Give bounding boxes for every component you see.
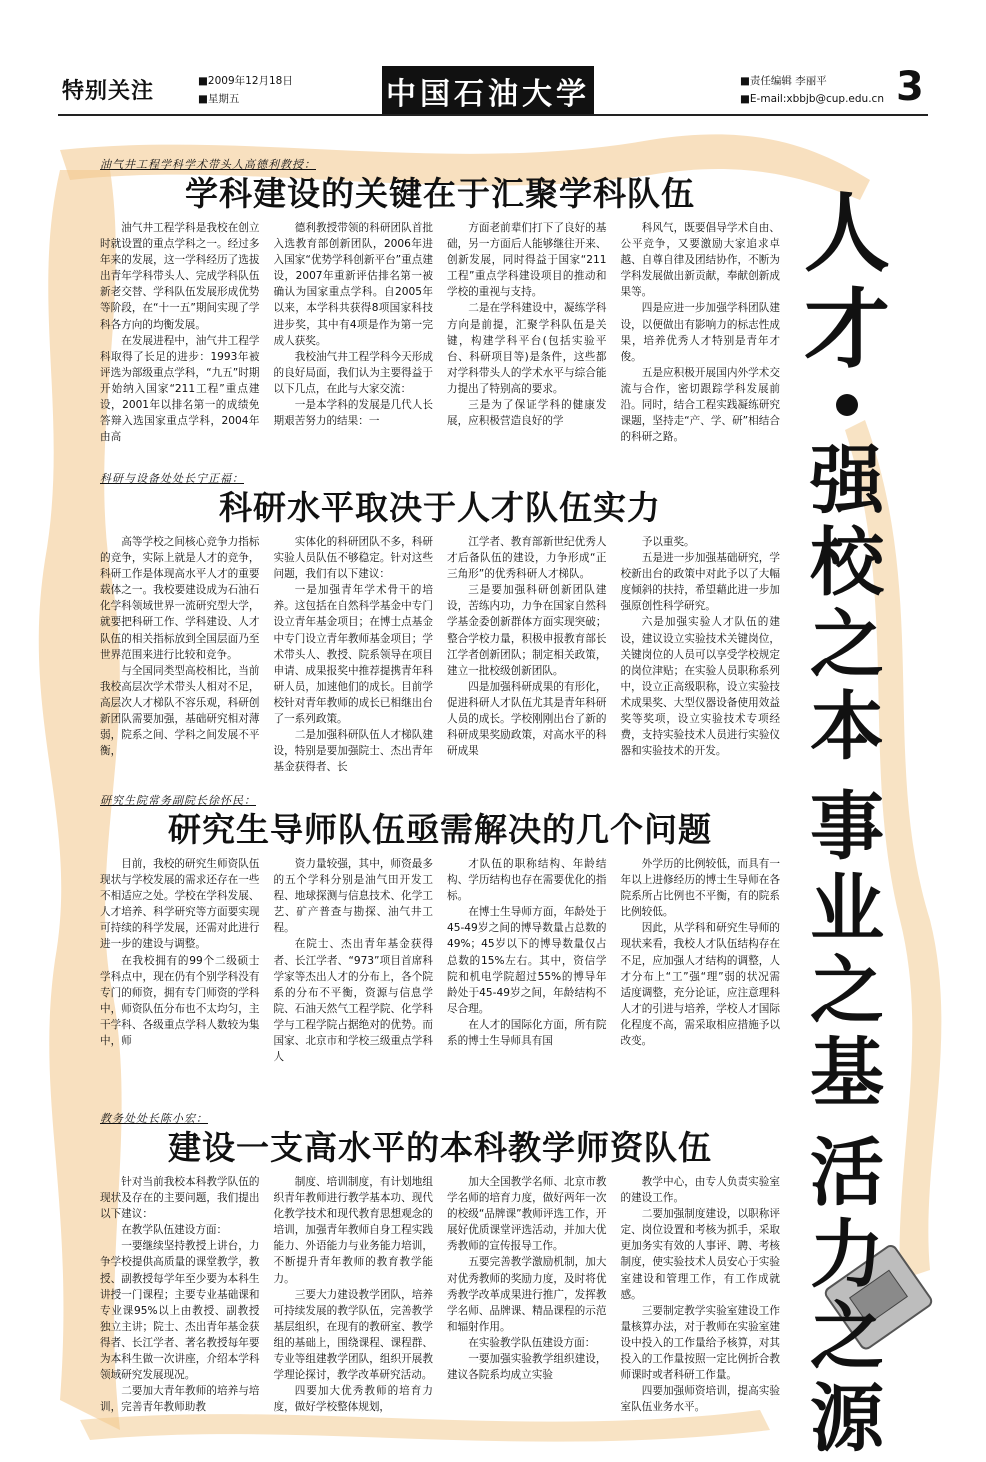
headline-char: 基 xyxy=(810,1030,884,1116)
article-kicker: 研究生院常务副院长徐怀民： xyxy=(100,794,256,807)
article-column: 资力量较强，其中，师资最多的五个学科分别是油气田开发工程、地球探测与信息技术、化学工艺、矿产普查与勘探、油气井工程。 在院士、杰出青年基金获得者、长江学者、“973”项目首席科学家等杰出人才的分布上，各个院系的分布不平衡，资源与信息学院、石油天然气工程学院、化学科学与工程学院占据绝对的优势。而国家、北京市和学校三级重点学科人 xyxy=(273,858,433,1064)
article-column: 教学中心，由专人负责实验室的建设工作。 二要加强制度建设，以职称评定、岗位设置和考核为抓手，采取更加务实有效的人事评、聘、考核制度，使实验技术人员安心于实验室建设和管理工作，有工作成就感。 三要制定教学实验室建设工作量核算办法，对于教师在实验室建设中投入的工作量给予核算，对其投入的工作量按照一定比例折合教师课时或者科研工作量。 四要加强师资培训，提高实验室队伍业务水平。 xyxy=(620,1176,780,1414)
article-column: 针对当前我校本科教学队伍的现状及存在的主要问题，我们提出以下建议： 在教学队伍建设方面： 一要继续坚持教授上讲台，力争学校提供高质量的课堂教学，教授、副教授每学年至少要为本科生讲授一门课程；主要专业基础课和专业课95%以上由教授、副教授独立主讲；院士、杰出青年基金获得者、长江学者、著名教授每年要为本科生做一次讲座，介绍本学科领域研究发展现况。 二要加大青年教师的培养与培训，完善青年教师助教 xyxy=(100,1176,260,1414)
headline-char: 才 xyxy=(804,279,890,380)
headline-colon-dot xyxy=(836,394,858,416)
section-label: 特别关注 xyxy=(62,79,155,104)
vertical-headline xyxy=(802,183,892,1462)
article-3 xyxy=(100,792,780,1100)
article-column: 目前，我校的研究生师资队伍现状与学校发展的需求还存在一些不相适应之处。学校在学科发展、人才培养、科学研究等方面要实现可持续的科学发展，还需对此进行进一步的建设与调整。 在我校拥有的99个二级硕士学科点中，现在仍有个别学科没有专门的师资，拥有专门师资的学科中，师资队伍分布也不太均匀，主干学科、各级重点学科人数较为集中，师 xyxy=(100,858,260,1048)
article-column: 加大全国教学名师、北京市教学名师的培育力度，做好两年一次的校级“品牌课”教师评选工作，开展好优质课堂评选活动，并加大优秀教师的宣传报导工作。 五要完善教学激励机制，加大对优秀教师的奖励力度，及时将优秀教学改革成果进行推广，发挥教学名师、品牌课、精品课程的示范和辐射作用。 在实验教学队伍建设方面： 一要加强实验教学组织建设，建议各院系均成立实验 xyxy=(447,1176,607,1382)
article-1 xyxy=(100,156,780,448)
article-column: 方面老前辈们打下了良好的基础，另一方面后人能够继往开来、创新发展，同时得益于国家“211工程”重点学科建设项目的推动和学校的重视与支持。 二是在学科建设中，凝练学科方向是前提，汇聚学科队伍是关键，构建学科平台(包括实验平台、科研项目等)是条件，这些都对学科带头人的学术水平与综合能力提出了特别高的要求。 三是为了保证学科的健康发展，应积极营造良好的学 xyxy=(447,222,607,428)
article-4 xyxy=(100,1110,780,1442)
headline-char: 之 xyxy=(810,602,884,688)
editor-credit: ■责任编辑 李丽平 xyxy=(740,75,827,87)
headline-char: 事 xyxy=(810,784,884,870)
article-column: 制度、培训制度，有计划地组织青年教师进行教学基本功、现代化教学技术和现代教育思想观念的培训，加强青年教师自身工程实践能力、外语能力与业务能力培训，不断提升青年教师的教育教学能力。 三要大力建设教学团队，培养可持续发展的教学队伍，完善教学基层组织，在现有的教研室、教学组的基础上，围绕课程、课程群、专业等组建教学团队，组织开展教学理论探讨，教学改革研究活动。 四要加大优秀教师的培育力度，做好学校整体规划， xyxy=(273,1176,433,1414)
editor-email: ■E-mail:xbbjb@cup.edu.cn xyxy=(740,93,884,105)
article-column: 外学历的比例较低，而具有一年以上进修经历的博士生导师在各院系所占比例也不平衡，有的院系比例较低。 因此，从学科和研究生导师的现状来看，我校人才队伍结构存在不足，应加强人才结构的调整，人才分布上“工”强“理”弱的状况需适度调整，充分论证，应注意理科人才的引进与培养，学校人才国际化程度不高，需采取相应措施予以改变。 xyxy=(620,858,780,1048)
issue-date: ■2009年12月18日 xyxy=(198,75,293,87)
article-title: 建设一支高水平的本科教学师资队伍 xyxy=(168,1128,712,1167)
article-kicker: 油气井工程学科学术带头人高德利教授： xyxy=(100,158,316,171)
headline-char: 强 xyxy=(810,438,884,524)
article-column: 实体化的科研团队不多，科研实验人员队伍不够稳定。针对这些问题，我们有以下建议： 一是加强青年学术骨干的培养。这包括在自然科学基金中专门设立青年基金项目；在博士点基金中专门设立青年教师基金项目；学术带头人、教授、院系领导在项目申请、成果报奖中推荐提携青年科研人员，加速他们的成长。目前学校针对青年教师的成长已相继出台了一系列政策。 二是加强科研队伍人才梯队建设，特别是要加强院士、杰出青年基金获得者、长 xyxy=(273,536,433,774)
page-number: 3 xyxy=(896,64,924,110)
headline-char: 人 xyxy=(804,183,890,284)
headline-char: 源 xyxy=(810,1376,884,1462)
article-column: 才队伍的职称结构、年龄结构、学历结构也存在需要优化的指标。 在博士生导师方面，年龄处于45-49岁之间的博导数量占总数的49%；45岁以下的博导数量仅占总数的15%左右。其中，资信学院和机电学院超过55%的博导年龄处于45-49岁之间，年龄结构不尽合理。 在人才的国际化方面，所有院系的博士生导师具有国 xyxy=(447,858,607,1048)
headline-char: 活 xyxy=(810,1130,884,1216)
article-title: 研究生导师队伍亟需解决的几个问题 xyxy=(168,810,712,849)
headline-char: 之 xyxy=(810,1294,884,1380)
article-column: 江学者、教育部新世纪优秀人才后备队伍的建设，力争形成“正三角形”的优秀科研人才梯队。 三是要加强科研创新团队建设，苦练内功，力争在国家自然科学基金委创新群体方面实现突破；整合学校力量，积极申报教育部长江学者创新团队；制定相关政策，建立一批校级创新团队。 四是加强科研成果的有形化，促进科研人才队伍尤其是青年科研人员的成长。学校刚刚出台了新的科研成果奖励政策，对高水平的科研成果 xyxy=(447,536,607,758)
article-kicker: 科研与设备处处长宁正福： xyxy=(100,472,244,485)
article-column: 高等学校之间核心竞争力指标的竞争，实际上就是人才的竞争，科研工作是体现高水平人才的重要载体之一。我校要建设成为石油石化学科领域世界一流研究型大学，就要把科研工作、学科建设、人才队伍的相关指标放到全国层面乃至世界范围来进行比较和竞争。 与全国同类型高校相比，当前我校高层次学术带头人相对不足，高层次人才梯队不容乐观，科研创新团队需要加强，基础研究相对薄弱，院系之间、学科之间发展不平衡， xyxy=(100,536,260,758)
headline-char: 本 xyxy=(810,684,884,770)
article-2 xyxy=(100,470,780,778)
issue-weekday: ■星期五 xyxy=(198,93,240,105)
headline-char: 力 xyxy=(810,1212,884,1298)
headline-char: 校 xyxy=(810,520,884,606)
headline-char: 之 xyxy=(810,948,884,1034)
article-title: 科研水平取决于人才队伍实力 xyxy=(219,488,661,527)
article-column: 德利教授带领的科研团队首批入选教育部创新团队，2006年进入国家“优势学科创新平台”重点建设，2007年重新评估排名第一被确认为国家重点学科。自2005年以来，本学科共获得8项国家科技进步奖，其中有4项是作为第一完成人获奖。 我校油气井工程学科今天形成的良好局面，我们认为主要得益于以下几点，在此与大家交流： 一是本学科的发展是几代人长期艰苦努力的结果：一 xyxy=(273,222,433,428)
article-kicker: 教务处处长陈小宏： xyxy=(100,1112,208,1125)
masthead-logo: 中国石油大学 xyxy=(382,66,594,116)
article-column: 予以重奖。 五是进一步加强基础研究，学校新出台的政策中对此予以了大幅度倾斜的扶持，希望藉此进一步加强原创性科学研究。 六是加强实验人才队伍的建设，建议设立实验技术关键岗位，关键岗位的人员可以享受学校规定的岗位津贴；在实验人员职称系列中，设立正高级职称，设立实验技术成果奖、大型仪器设备使用效益奖等奖项，设立实验技术专项经费，支持实验技术人员进行实验仪器和实验技术的开发。 xyxy=(620,536,780,758)
article-title: 学科建设的关键在于汇聚学科队伍 xyxy=(185,174,695,213)
headline-char: 业 xyxy=(810,866,884,952)
article-column: 科风气，既要倡导学术自由、公平竞争，又要激励大家追求卓越、自尊自律及团结协作，不断为学科发展做出新贡献，奉献创新成果等。 四是应进一步加强学科团队建设，以便做出有影响力的标志性成果，培养优秀人才特别是青年才俊。 五是应积极开展国内外学术交流与合作，密切跟踪学科发展前沿。同时，结合工程实践凝练研究课题，坚持走“产、学、研”相结合的科研之路。 xyxy=(620,222,780,444)
article-column: 油气井工程学科是我校在创立时就设置的重点学科之一。经过多年来的发展，这一学科经历了选拔出青年学科带头人、完成学科队伍新老交替、学科队伍发展形成优势等阶段，在“十一五”期间实现了学科各方向的均衡发展。 在发展进程中，油气井工程学科取得了长足的进步：1993年被评选为部级重点学科，“九五”时期开始纳入国家“211工程”重点建设，2001年以排名第一的成绩免答辩入选国家重点学科，2004年由高 xyxy=(100,222,260,444)
